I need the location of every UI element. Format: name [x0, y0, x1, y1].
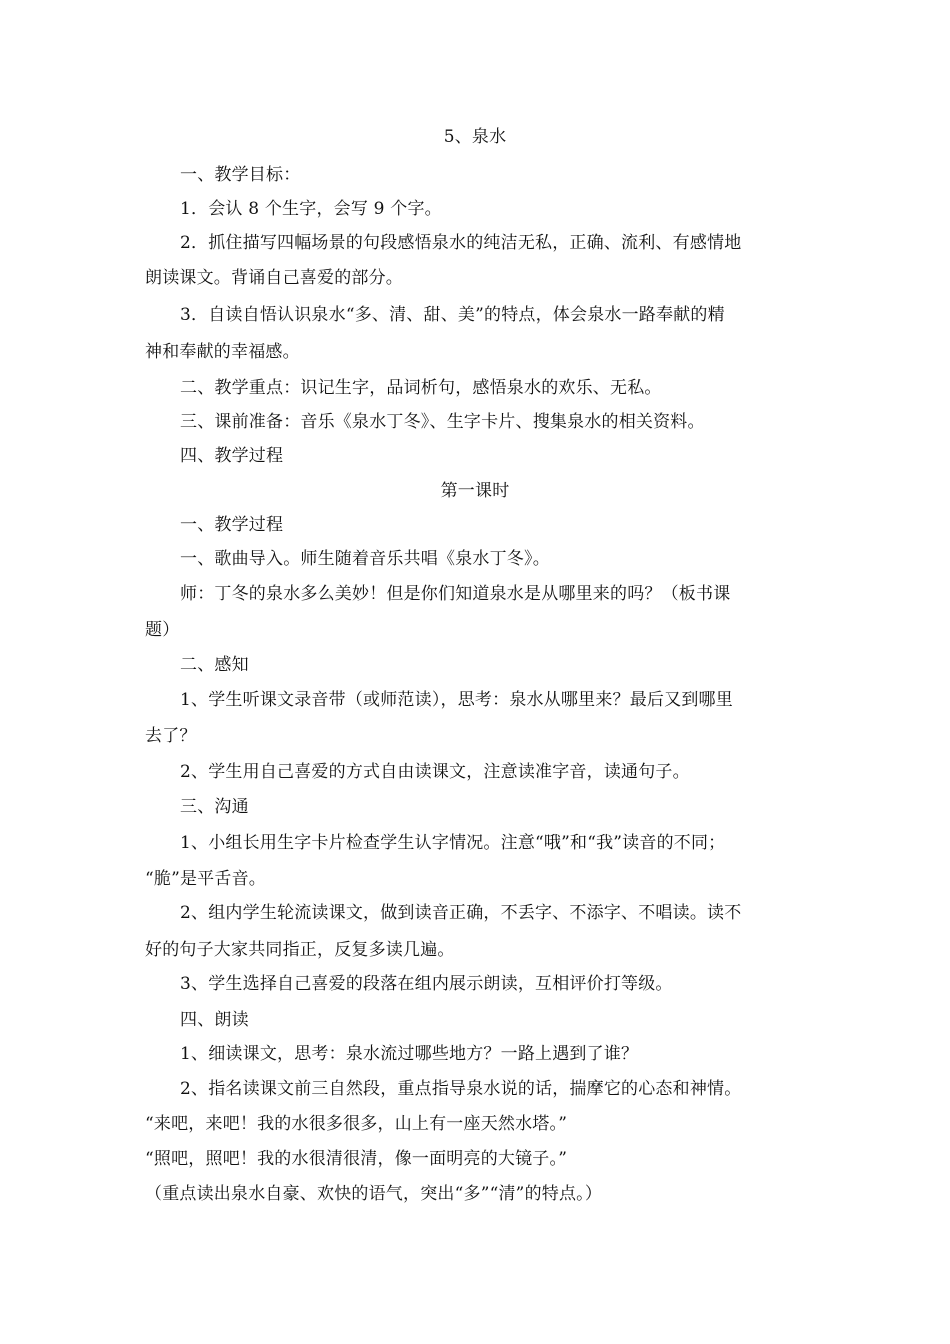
step-song-intro: 一、歌曲导入。师生随着音乐共唱《泉水丁冬》。 — [180, 549, 550, 569]
section-heading-reading: 四、朗读 — [180, 1010, 249, 1030]
teacher-question: 师：丁冬的泉水多么美妙！但是你们知道泉水是从哪里来的吗？（板书课 — [180, 584, 731, 604]
reading-item-2: 2、指名读课文前三自然段，重点指导泉水说的话，揣摩它的心态和神情。 — [180, 1079, 742, 1099]
reading-note: （重点读出泉水自豪、欢快的语气，突出“多”“清”的特点。） — [145, 1184, 603, 1204]
perception-item-1-continued: 去了？ — [145, 726, 197, 746]
lesson-title: 5、泉水 — [443, 127, 507, 147]
perception-item-2: 2、学生用自己喜爱的方式自由读课文，注意读准字音，读通句子。 — [180, 762, 690, 782]
objective-2: 2．抓住描写四幅场景的句段感悟泉水的纯洁无私，正确、流利、有感情地 — [180, 233, 742, 253]
section-heading-objectives: 一、教学目标： — [180, 165, 301, 185]
preparation: 三、课前准备：音乐《泉水丁冬》、生字卡片、搜集泉水的相关资料。 — [180, 412, 705, 432]
communication-item-1-continued: “脆”是平舌音。 — [145, 869, 266, 889]
quote-spring-many: “来吧，来吧！我的水很多很多，山上有一座天然水塔。” — [145, 1114, 568, 1134]
section-heading-communication: 三、沟通 — [180, 797, 249, 817]
perception-item-1: 1、学生听课文录音带（或师范读），思考：泉水从哪里来？最后又到哪里 — [180, 690, 733, 710]
communication-item-2: 2、组内学生轮流读课文，做到读音正确，不丢字、不添字、不唱读。读不 — [180, 903, 742, 923]
objective-1: 1．会认 8 个生字，会写 9 个字。 — [180, 199, 442, 219]
objective-3: 3．自读自悟认识泉水“多、清、甜、美”的特点，体会泉水一路奉献的精 — [180, 305, 725, 325]
objective-3-continued: 神和奉献的幸福感。 — [145, 342, 300, 362]
quote-spring-clear: “照吧，照吧！我的水很清很清，像一面明亮的大镜子。” — [145, 1149, 568, 1169]
lesson-period-title: 第一课时 — [440, 481, 510, 501]
teaching-focus: 二、教学重点：识记生字，品词析句，感悟泉水的欢乐、无私。 — [180, 378, 662, 398]
reading-item-1: 1、细读课文，思考：泉水流过哪些地方？一路上遇到了谁？ — [180, 1044, 639, 1064]
teacher-question-continued: 题） — [145, 620, 180, 640]
section-heading-perception: 二、感知 — [180, 655, 249, 675]
communication-item-2-continued: 好的句子大家共同指正，反复多读几遍。 — [145, 940, 455, 960]
objective-2-continued: 朗读课文。背诵自己喜爱的部分。 — [145, 268, 403, 288]
communication-item-1: 1、小组长用生字卡片检查学生认字情况。注意“哦”和“我”读音的不同； — [180, 833, 726, 853]
process-heading: 一、教学过程 — [180, 515, 284, 535]
communication-item-3: 3、学生选择自己喜爱的段落在组内展示朗读，互相评价打等级。 — [180, 974, 673, 994]
section-heading-process: 四、教学过程 — [180, 446, 284, 466]
